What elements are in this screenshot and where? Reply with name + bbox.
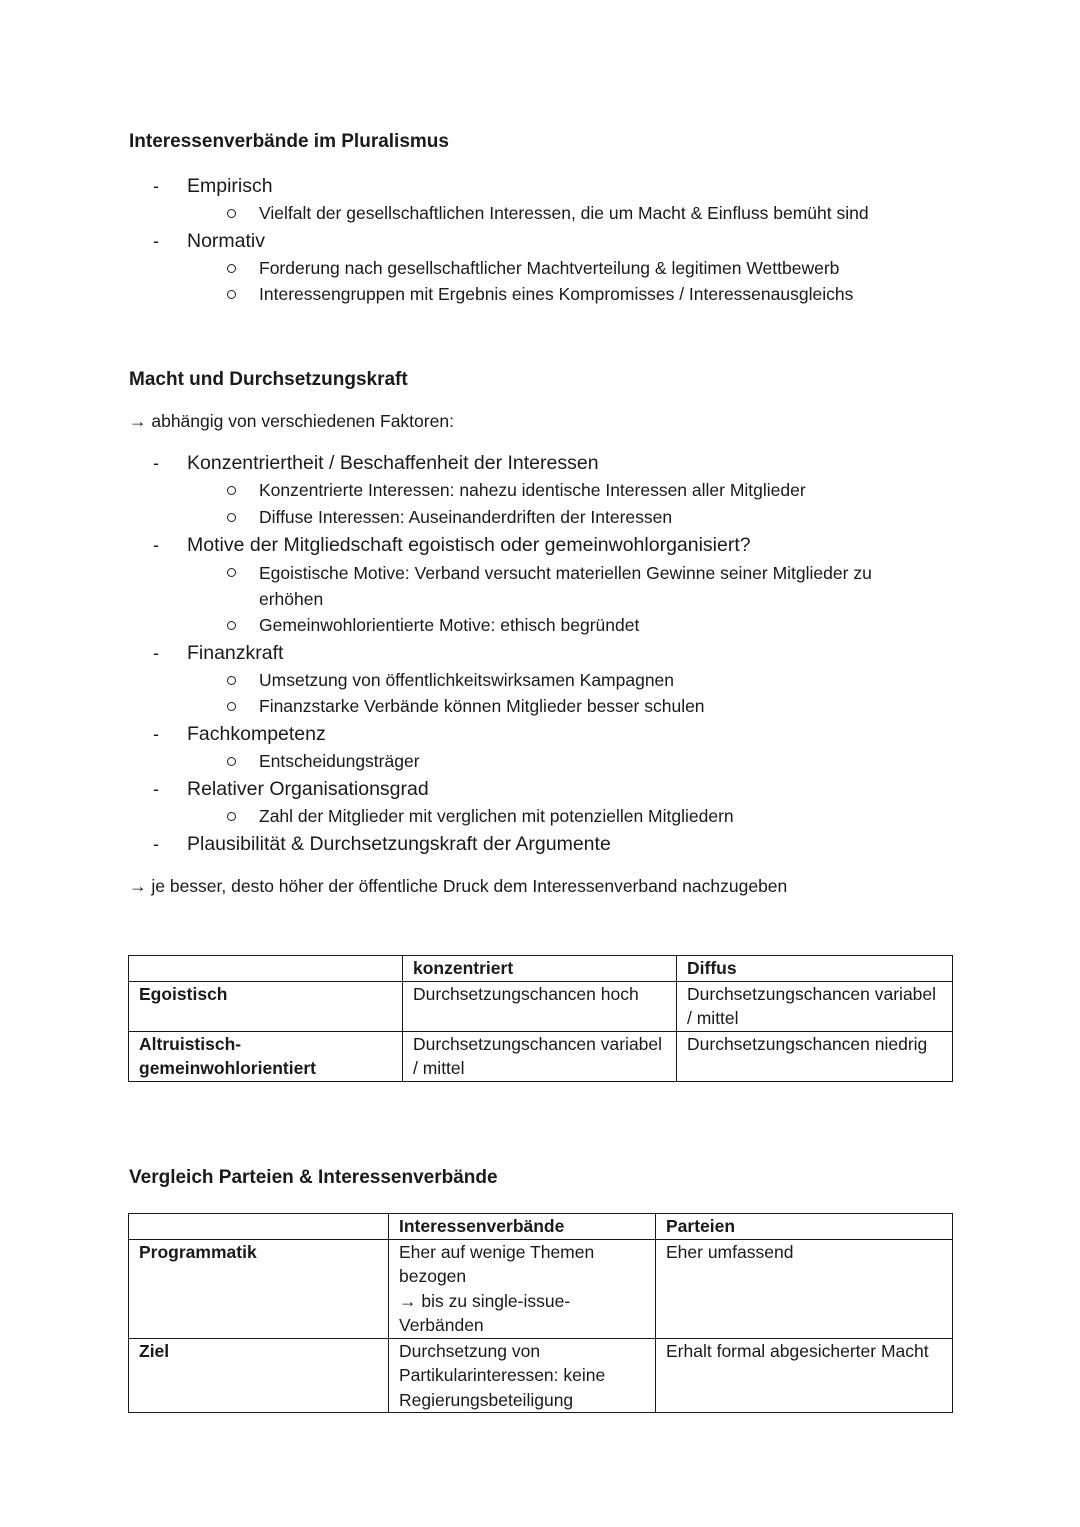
sub-list-item: Gemeinwohlorientierte Motive: ethisch begründet — [0, 613, 1080, 639]
circle-bullet-icon — [227, 568, 236, 577]
circle-bullet-icon — [227, 812, 236, 821]
table-row — [129, 1239, 953, 1338]
sub-list-item: Diffuse Interessen: Auseinanderdriften der Interessen — [0, 505, 1080, 531]
list-item: - Relativer Organisationsgrad — [153, 778, 429, 800]
sub-list-item: Umsetzung von öffentlichkeitswirksamen Kampagnen — [0, 668, 1080, 694]
circle-bullet-icon — [227, 676, 236, 685]
circle-bullet-icon — [227, 486, 236, 495]
sub-list-item: Finanzstarke Verbände können Mitglieder besser schulen — [0, 694, 1080, 720]
section-title-macht: Macht und Durchsetzungskraft — [129, 369, 408, 390]
circle-bullet-icon — [227, 209, 236, 218]
dash-bullet: - — [153, 724, 159, 744]
list-item: - Plausibilität & Durchsetzungskraft der Argumente — [153, 833, 611, 855]
table-header-cell: Parteien — [656, 1214, 953, 1240]
circle-bullet-icon — [227, 702, 236, 711]
vergleich-table — [128, 1213, 953, 1413]
table-row-label: Programmatik — [129, 1239, 389, 1338]
circle-bullet-icon — [227, 264, 236, 273]
table-header-cell: Diffus — [677, 956, 953, 982]
circle-bullet-icon — [227, 290, 236, 299]
list-item: - Fachkompetenz — [153, 723, 326, 745]
table-header-row — [129, 1214, 953, 1240]
list-item: - Empirisch — [153, 175, 273, 197]
table-row-label: Altruistisch- gemeinwohlorientiert — [129, 1031, 403, 1081]
circle-bullet-icon — [227, 621, 236, 630]
dash-bullet: - — [153, 535, 159, 555]
table-cell: Erhalt formal abgesicherter Macht — [656, 1338, 953, 1413]
table-cell — [129, 956, 403, 982]
sub-list-item: Entscheidungsträger — [0, 749, 1080, 775]
table-header-row — [129, 956, 953, 982]
dash-bullet: - — [153, 453, 159, 473]
dash-bullet: - — [153, 231, 159, 251]
table-cell: Durchsetzung von Partikularinteressen: keine Regierungsbeteiligung — [389, 1338, 656, 1413]
sub-list-item: Egoistische Motive: Verband versucht materiellen Gewinne seiner Mitglieder zu erhöhen — [0, 560, 1080, 612]
table-row-label: Ziel — [129, 1338, 389, 1413]
outro-note: → je besser, desto höher der öffentliche Druck dem Interessenverband nachzugeben — [129, 876, 788, 896]
dash-bullet: - — [153, 176, 159, 196]
list-item: - Motive der Mitgliedschaft egoistisch oder gemeinwohlorganisiert? — [153, 534, 751, 556]
dash-bullet: - — [153, 834, 159, 854]
list-item: - Finanzkraft — [153, 642, 284, 664]
section-title-vergleich: Vergleich Parteien & Interessenverbände — [129, 1167, 498, 1188]
sub-list-item: Konzentrierte Interessen: nahezu identische Interessen aller Mitglieder — [0, 478, 1080, 504]
table-cell — [129, 1214, 389, 1240]
table-cell: Eher auf wenige Themen bezogen → bis zu single-issue-Verbänden — [389, 1239, 656, 1338]
dash-bullet: - — [153, 643, 159, 663]
sub-list-item: Interessengruppen mit Ergebnis eines Kompromisses / Interessenausgleichs — [0, 282, 1080, 308]
circle-bullet-icon — [227, 513, 236, 522]
list-item: - Konzentriertheit / Beschaffenheit der Interessen — [153, 452, 599, 474]
list-item: - Normativ — [153, 230, 266, 252]
table-row — [129, 1031, 953, 1081]
table-header-cell: konzentriert — [403, 956, 677, 982]
sub-list-item: Vielfalt der gesellschaftlichen Interessen, die um Macht & Einfluss bemüht sind — [0, 201, 1080, 227]
table-cell: Durchsetzungschancen variabel / mittel — [403, 1031, 677, 1081]
durchsetzung-table — [128, 955, 953, 1082]
table-header-cell: Interessenverbände — [389, 1214, 656, 1240]
sub-list-item: Zahl der Mitglieder mit verglichen mit potenziellen Mitgliedern — [0, 804, 1080, 830]
circle-bullet-icon — [227, 757, 236, 766]
sub-list-item: Forderung nach gesellschaftlicher Machtverteilung & legitimen Wettbewerb — [0, 256, 1080, 282]
table-row — [129, 981, 953, 1031]
table-cell: Eher umfassend — [656, 1239, 953, 1338]
dash-bullet: - — [153, 779, 159, 799]
table-cell: Durchsetzungschancen variabel / mittel — [677, 981, 953, 1031]
table-cell: Durchsetzungschancen hoch — [403, 981, 677, 1031]
table-row-label: Egoistisch — [129, 981, 403, 1031]
intro-note: → abhängig von verschiedenen Faktoren: — [129, 411, 454, 431]
table-row — [129, 1338, 953, 1413]
section-title-pluralismus: Interessenverbände im Pluralismus — [129, 131, 449, 152]
table-cell: Durchsetzungschancen niedrig — [677, 1031, 953, 1081]
